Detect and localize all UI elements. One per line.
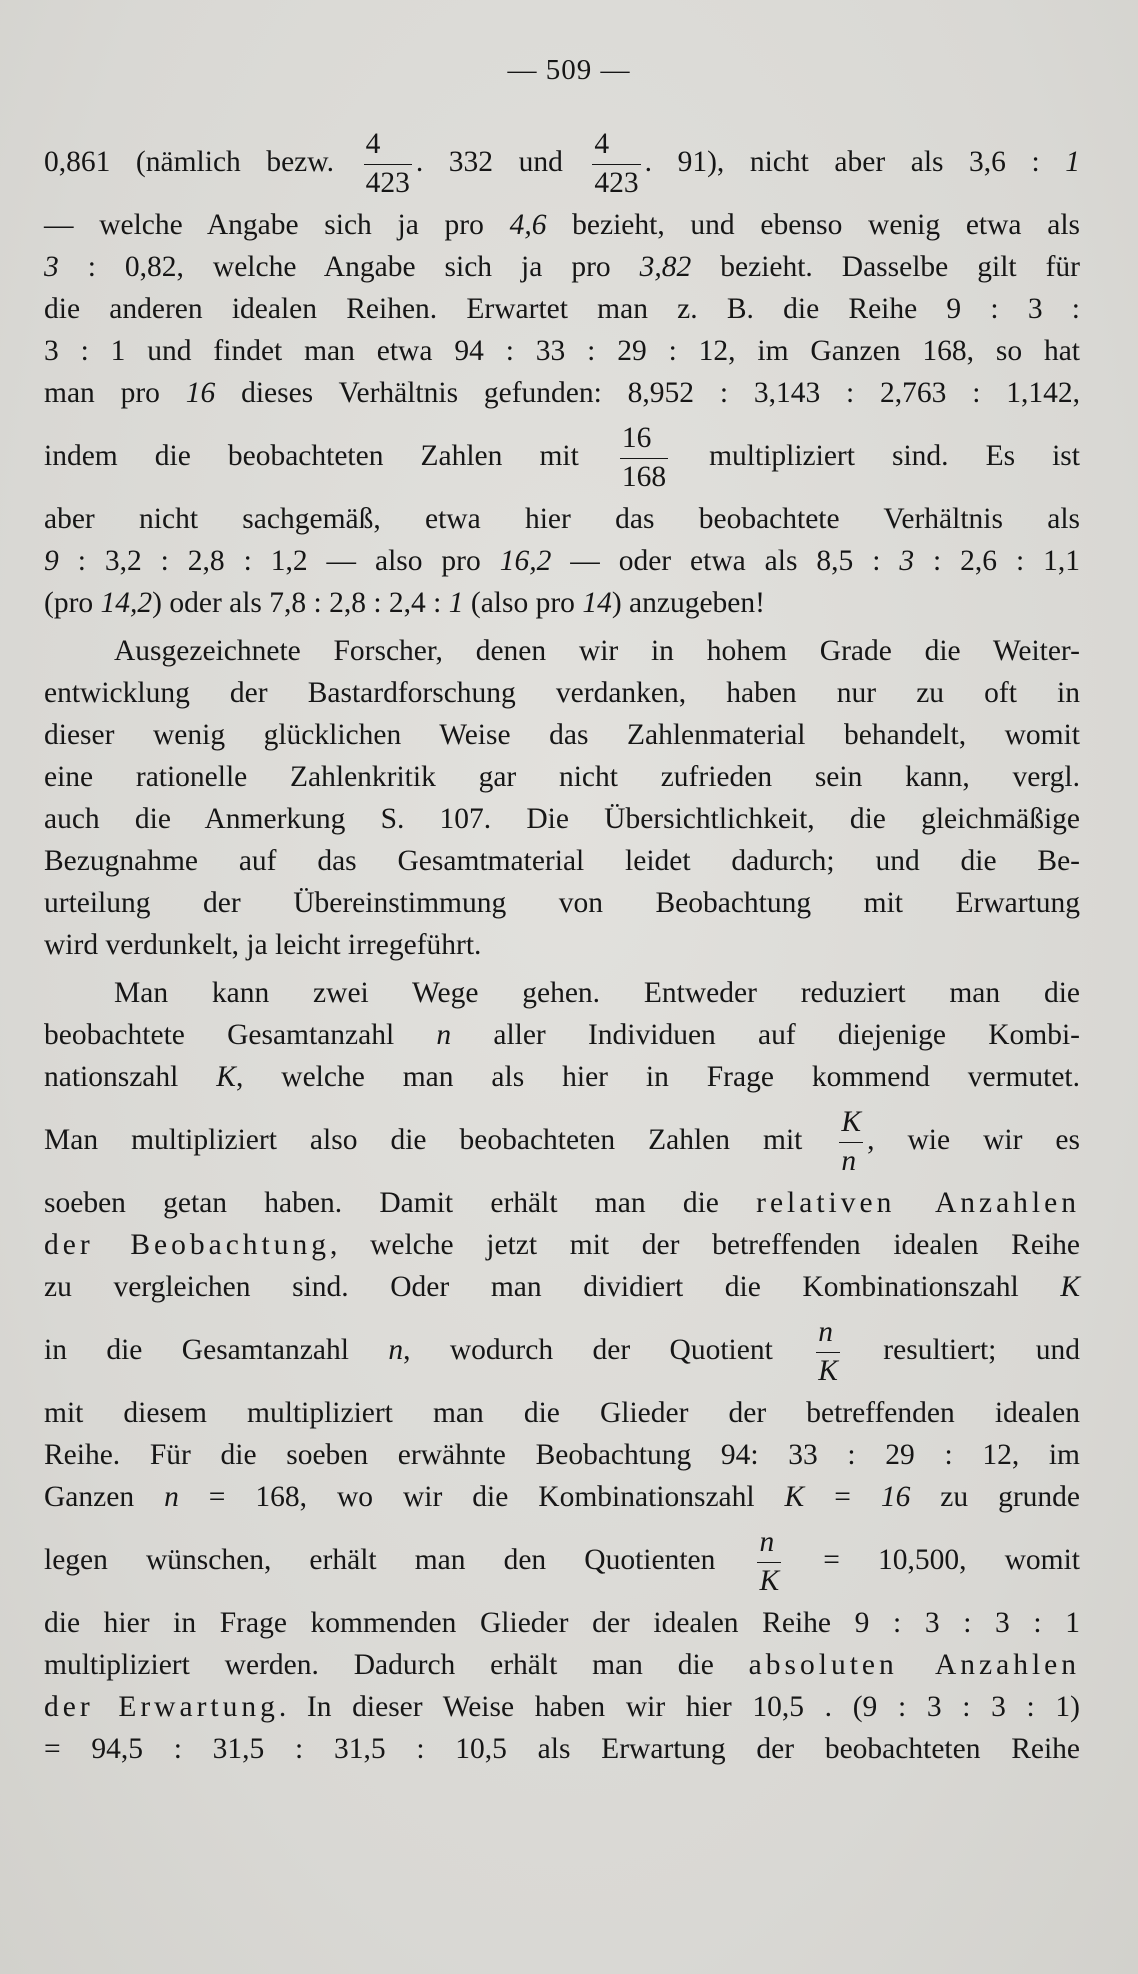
italic-run: 4,6 <box>509 209 547 241</box>
text-line <box>44 204 1080 246</box>
fraction-denominator: 168 <box>621 460 667 493</box>
text-run: Bezugnahme auf das Gesamtmaterial leidet dadurch; und die Be- <box>44 845 1080 877</box>
text-run: ) oder als 7,8 : 2,8 : 2,4 : <box>152 587 449 619</box>
spaced-emphasis: der Erwartung <box>44 1691 279 1723</box>
text-line <box>44 246 1080 288</box>
fraction-numerator: n <box>816 1318 840 1353</box>
fraction-denominator: n <box>841 1144 857 1177</box>
text-run: 0,861 (nämlich bezw. <box>44 146 360 178</box>
spaced-emphasis: der Beobachtung <box>44 1229 331 1261</box>
italic-run: 16 <box>880 1481 911 1513</box>
fraction-denominator: 423 <box>365 166 410 199</box>
text-run: resultiert; und <box>843 1334 1081 1366</box>
fraction <box>592 130 640 198</box>
text-line <box>44 882 1080 924</box>
text-run: . In dieser Weise haben wir hier 10,5 . (9 : 3 : 3 : 1) <box>278 1691 1080 1723</box>
text-line <box>44 1644 1080 1686</box>
text-run: bezieht. Dasselbe gilt für <box>691 251 1080 283</box>
italic-run: 14,2 <box>100 587 153 619</box>
text-run: eine rationelle Zahlenkritik gar nicht zufrieden sein kann, vergl. <box>44 761 1080 793</box>
text-line <box>44 672 1080 714</box>
text-run: zu vergleichen sind. Oder man dividiert die Kombinationszahl <box>44 1271 1061 1303</box>
fraction <box>620 424 668 492</box>
fraction-numerator: n <box>757 1528 781 1563</box>
text-line <box>44 630 1080 672</box>
fraction <box>757 1528 781 1596</box>
text-run: wird verdunkelt, ja leicht irregeführt. <box>44 929 482 961</box>
text-line <box>44 1098 1080 1182</box>
italic-run: 3 <box>44 251 59 283</box>
text-run: man pro <box>44 377 186 409</box>
text-line <box>44 414 1080 498</box>
text-run: Ganzen <box>44 1481 165 1513</box>
italic-run: n <box>164 1481 179 1513</box>
text-line <box>44 120 1080 204</box>
text-run: , wie wir es <box>867 1124 1080 1156</box>
fraction-numerator: 4 <box>592 130 640 165</box>
text-run: : 3,2 : 2,8 : 1,2 — also pro <box>58 545 500 577</box>
text-line <box>44 582 1080 624</box>
text-run: = 168, wo wir die Kombinationszahl <box>178 1481 785 1513</box>
italic-run: 16 <box>185 377 216 409</box>
spaced-emphasis: relativen Anzahlen <box>756 1187 1080 1219</box>
italic-run: 9 <box>44 545 59 577</box>
text-run: : 2,6 : 1,1 <box>914 545 1080 577</box>
text-line <box>44 1686 1080 1728</box>
text-run: = 94,5 : 31,5 : 31,5 : 10,5 als Erwartung der beobachteten Reihe <box>44 1733 1080 1765</box>
text-line <box>44 498 1080 540</box>
text-run: bezieht, und ebenso wenig etwa als <box>546 209 1081 241</box>
italic-run: 3 <box>899 545 915 577</box>
text-line <box>44 1224 1080 1266</box>
text-run: dieser wenig glücklichen Weise das Zahlenmaterial behandelt, womit <box>44 719 1080 751</box>
italic-run: 1 <box>448 587 464 619</box>
italic-run: 3,82 <box>639 251 692 283</box>
fraction-denominator: 423 <box>594 166 639 199</box>
text-run: nationszahl <box>44 1061 217 1093</box>
text-run: — welche Angabe sich ja pro <box>44 209 510 241</box>
text-run: legen wünschen, erhält man den Quotienten <box>44 1544 754 1576</box>
fraction <box>364 130 412 198</box>
text-run: Ausgezeichnete Forscher, denen wir in hohem Grade die Weiter- <box>114 635 1080 667</box>
text-run: mit diesem multipliziert man die Glieder der betreffenden idealen <box>44 1397 1080 1429</box>
text-line <box>44 1476 1080 1518</box>
italic-run: K <box>784 1481 805 1513</box>
italic-run: 14 <box>582 587 612 619</box>
text-run: aber nicht sachgemäß, etwa hier das beobachtete Verhältnis als <box>44 503 1080 535</box>
text-line <box>44 1392 1080 1434</box>
text-run: — oder etwa als 8,5 : <box>551 545 900 577</box>
text-run: 3 : 1 und findet man etwa 94 : 33 : 29 : 12, im Ganzen 168, so hat <box>44 335 1080 367</box>
text-run: auch die Anmerkung S. 107. Die Übersichtlichkeit, die gleichmäßige <box>44 803 1080 835</box>
text-run: , wodurch der Quotient <box>403 1334 813 1366</box>
text-run: aller Individuen auf diejenige Kombi- <box>451 1019 1080 1051</box>
italic-run: n <box>388 1334 404 1366</box>
fraction-numerator: K <box>839 1108 863 1143</box>
text-run: Man kann zwei Wege gehen. Entweder reduziert man die <box>114 977 1080 1009</box>
text-run: (pro <box>44 587 101 619</box>
text-run: die anderen idealen Reihen. Erwartet man z. B. die Reihe 9 : 3 : <box>44 293 1080 325</box>
text-run: ) anzugeben! <box>611 587 765 619</box>
text-run: , welche man als hier in Frage kommend vermutet. <box>235 1061 1080 1093</box>
text-line <box>44 1014 1080 1056</box>
text-line <box>44 288 1080 330</box>
text-line <box>44 756 1080 798</box>
text-line <box>44 330 1080 372</box>
page-number: — 509 — <box>507 54 631 86</box>
text-run: soeben getan haben. Damit erhält man die <box>44 1187 757 1219</box>
text-run: indem die beobachteten Zahlen mit <box>44 440 616 472</box>
text-line <box>44 1728 1080 1770</box>
text-run: multipliziert werden. Dadurch erhält man die <box>44 1649 749 1681</box>
text-run: , welche jetzt mit der betreffenden idealen Reihe <box>330 1229 1080 1261</box>
text-run: die hier in Frage kommenden Glieder der idealen Reihe 9 : 3 : 3 : 1 <box>44 1607 1080 1639</box>
body-text <box>44 120 1080 1770</box>
text-line <box>44 1308 1080 1392</box>
text-line <box>44 540 1080 582</box>
text-line <box>44 1266 1080 1308</box>
text-run: multipliziert sind. Es ist <box>672 440 1080 472</box>
italic-run: 1 <box>1065 146 1080 178</box>
text-run: (also pro <box>463 587 583 619</box>
text-run: urteilung der Übereinstimmung von Beobachtung mit Erwartung <box>44 887 1080 919</box>
fraction-numerator: 4 <box>364 130 412 165</box>
text-line <box>44 714 1080 756</box>
text-line <box>44 972 1080 1014</box>
text-run: = <box>804 1481 881 1513</box>
italic-run: K <box>216 1061 236 1093</box>
text-line <box>44 1518 1080 1602</box>
text-line <box>44 840 1080 882</box>
spaced-emphasis: absoluten Anzahlen <box>748 1649 1080 1681</box>
italic-run: n <box>436 1019 452 1051</box>
text-run: dieses Verhältnis gefunden: 8,952 : 3,143 : 2,763 : 1,142, <box>215 377 1080 409</box>
text-line <box>44 924 1080 966</box>
text-line <box>44 1602 1080 1644</box>
text-line <box>44 1056 1080 1098</box>
text-line <box>44 798 1080 840</box>
text-run: zu grunde <box>910 1481 1081 1513</box>
text-run: . 332 und <box>415 146 589 178</box>
fraction <box>839 1108 863 1176</box>
fraction <box>816 1318 840 1386</box>
text-run: entwicklung der Bastardforschung verdanken, haben nur zu oft in <box>44 677 1080 709</box>
text-run: : 0,82, welche Angabe sich ja pro <box>58 251 640 283</box>
text-line <box>44 1434 1080 1476</box>
text-line <box>44 1182 1080 1224</box>
text-run: . 91), nicht aber als 3,6 : <box>644 146 1066 178</box>
text-run: beobachtete Gesamtanzahl <box>44 1019 437 1051</box>
italic-run: K <box>1060 1271 1080 1303</box>
text-line <box>44 372 1080 414</box>
text-run: Man multipliziert also die beobachteten Zahlen mit <box>44 1124 836 1156</box>
fraction-denominator: K <box>818 1354 838 1387</box>
fraction-numerator: 16 <box>620 424 668 459</box>
italic-run: 16,2 <box>499 545 552 577</box>
text-run: = 10,500, womit <box>785 1544 1080 1576</box>
fraction-denominator: K <box>759 1564 780 1597</box>
text-run: Reihe. Für die soeben erwähnte Beobachtung 94: 33 : 29 : 12, im <box>44 1439 1080 1471</box>
text-run: in die Gesamtanzahl <box>44 1334 389 1366</box>
